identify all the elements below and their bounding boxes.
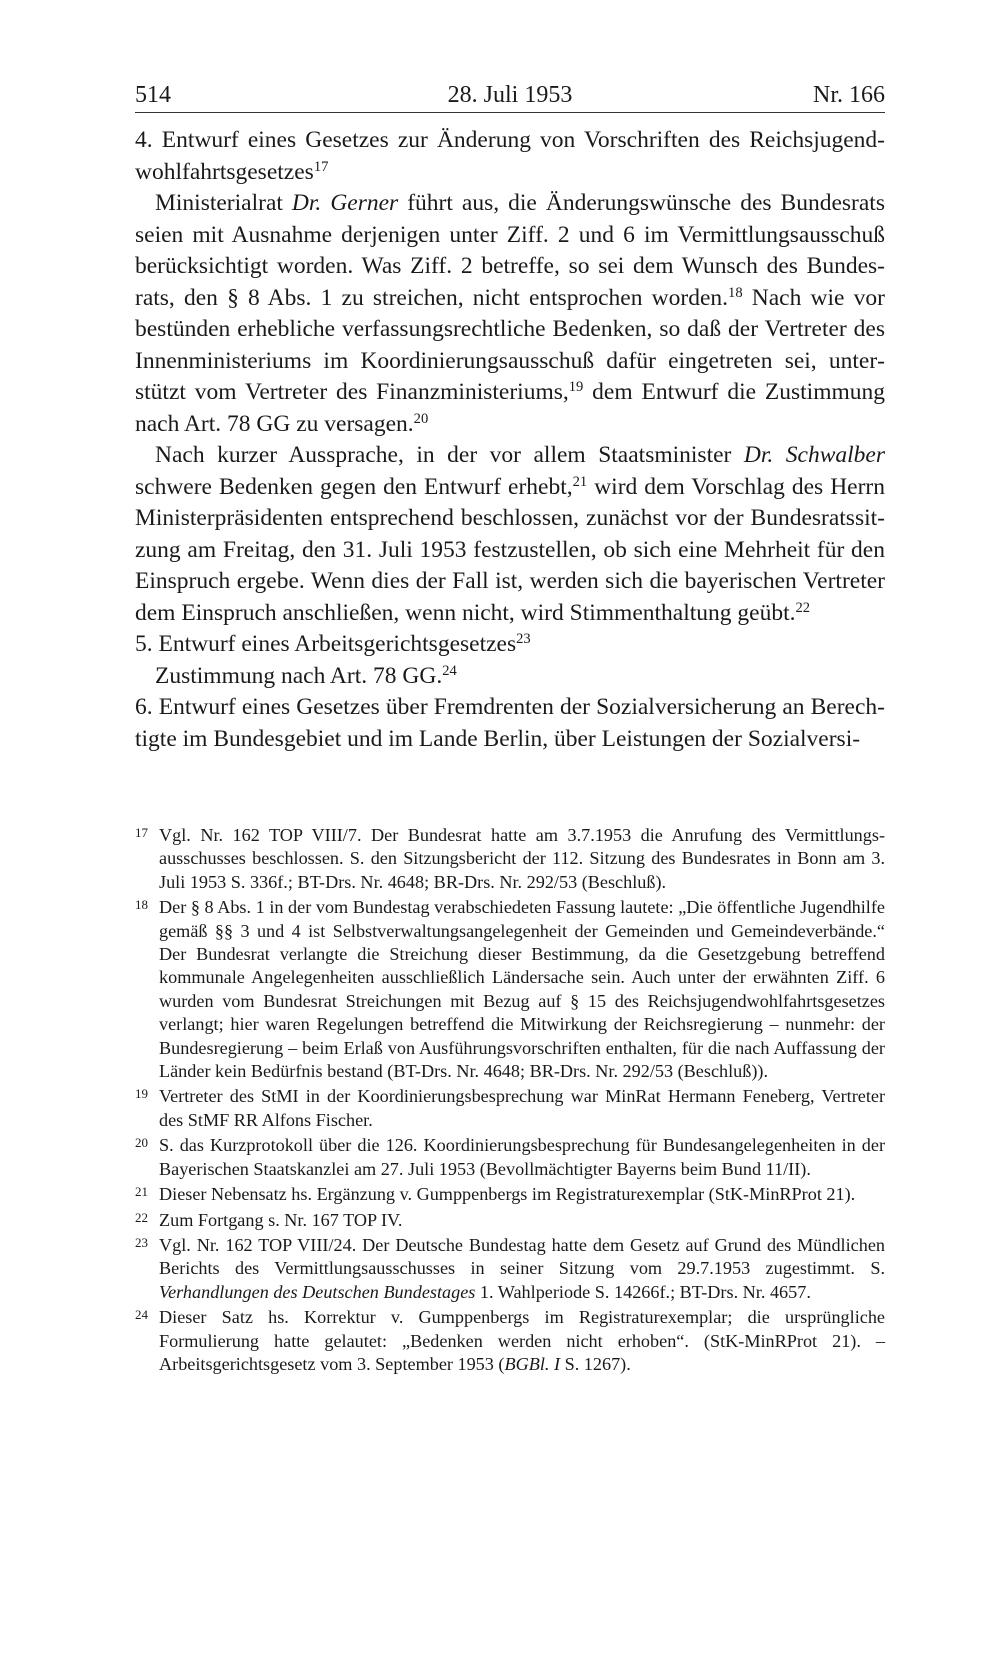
footnote-18: 18 Der § 8 Abs. 1 in der vom Bundestag verabschiedeten Fassung lautete: „Die öffentliche Jugendhilfe gemäß §§ 3 und 4 ist Selbstverwaltungsangelegenheit der Gemeinden und Gemeindeverbände.“ Der Bundesrat verlangte die Streichung dieser Bestimmung, da die Gesetzgebung betreffend kommunale Angelegenheiten ausschließlich Ländersache sein. Auch unter der erwähnten Ziff. 6 wurden vom Bundesrat Streichungen mit Bezug auf § 15 des Reichsjugendwohlfahrtsgesetzes verlangt; hier waren Regelungen betreffend die Mitwirkung der Reichsregierung – nunmehr: der Bundesregierung – beim Erlaß von Ausführungsvorschriften enthalten, für die nach Auffassung der Länder kein Bedürfnis bestand (BT-Drs. Nr. 4648; BR-Drs. Nr. 292/53 (Beschluß)). (135, 897, 885, 1082)
agenda-item-5-title: 5. Entwurf eines Arbeitsgerichtsgesetzes$^{23}$ (135, 631, 531, 657)
agenda-item-5-text: Zustimmung nach Art. 78 GG.$^{24}$ (155, 662, 457, 689)
document-number: Nr. 166 (813, 82, 885, 108)
footnote-ref-22: 22 (795, 599, 811, 616)
footnote-ref-20: 20 (413, 410, 429, 427)
header-date: 28. Juli 1953 (447, 82, 573, 108)
footnote-ref-23: 23 (516, 631, 531, 647)
paragraph-gerner: Ministerialrat Dr. Gerner führt aus, die Änderungswünsche des Bundesrats seien mit Ausnahme derjenigen unter Ziff. 2 und 6 im Vermittlungsausschuß berücksichtigt worden. Was Ziff. 2 betreffe, so sei dem Wunsch des Bundesrats, den § 8 Abs. 1 zu streichen, nicht entsprochen worden.$^{18}$ Nach wie vor bestünden erhebliche verfassungsrechtliche Bedenken, so daß der Vertreter des Innenministeriums im Koordinierungsausschuß dafür eingetreten sei, unterstützt vom Vertreter des Finanzministeriums,$^{19}$ dem Entwurf die Zustimmung nach Art. 78 GG zu versagen.$^{20}$ (135, 190, 886, 437)
document-page (135, 78, 886, 1374)
footnote-ref-19: 19 (568, 379, 584, 395)
footnote-19: 19 Vertreter des StMI in der Koordinierungsbesprechung war MinRat Hermann Feneberg, Vertreter des StMF RR Alfons Fischer. (135, 1086, 885, 1130)
footnote-ref-17: 17 (313, 158, 329, 175)
footnote-ref-24: 24 (442, 662, 457, 679)
page-number: 514 (135, 82, 171, 108)
footnote-ref-21: 21 (572, 473, 588, 490)
footnote-20: 20 S. das Kurzprotokoll über die 126. Koordinierungsbesprechung für Bundesangelegenheiten in der Bayerischen Staatskanzlei am 27. Juli 1953 (Bevollmächtigter Bayerns beim Bund 11/II). (135, 1135, 885, 1179)
footnote-ref-18: 18 (728, 284, 743, 301)
paragraph-aussprache: Nach kurzer Aussprache, in der vor allem Staatsminister Dr. Schwalber schwere Bedenken gegen den Entwurf erhebt,$^{21}$ wird dem Vorschlag des Herrn Ministerpräsidenten entsprechend beschlossen, zunächst vor der Bundesratssitzung am Freitag, den 31. Juli 1953 festzustellen, ob sich eine Mehrheit für den Einspruch ergebe. Wenn dies der Fall ist, werden sich die bayerischen Vertreter dem Einspruch anschließen, wenn nicht, wird Stimmenthaltung geübt.$^{22}$ (135, 442, 886, 626)
footnotes (135, 824, 885, 1378)
agenda-item-6-title: 6. Entwurf eines Gesetzes über Fremdrenten der Sozialversicherung an Berechtigte im Bundesgebiet und im Lande Berlin, über Leistungen der Sozialversi- (135, 694, 885, 752)
footnote-23: 23 Vgl. Nr. 162 TOP VIII/24. Der Deutsche Bundestag hatte dem Gesetz auf Grund des Mündlichen Berichts des Vermittlungsausschusses in seiner Sitzung vom 29.7.1953 zugestimmt. S. Verhandlungen des Deutschen Bundestages 1. Wahlperiode S. 14266f.; BT-Drs. Nr. 4657. (135, 1234, 885, 1302)
publication-abbrev: BGBl. I (504, 1353, 561, 1374)
main-text (135, 125, 885, 755)
publication-title: Verhandlungen des Deutschen Bundestages (159, 1281, 476, 1302)
agenda-item-4-title: 4. Entwurf eines Gesetzes zur Änderung von Vorschriften des Reichsjugendwohlfahrtsgesetzes$^{17}$ (135, 127, 885, 185)
footnote-24: 24 Dieser Satz hs. Korrektur v. Gumppenbergs im Registraturexemplar; die ursprüngliche Formulierung hatte gelautet: „Bedenken werden nicht erhoben“. (StK-MinRProt 21). – Arbeitsgerichtsgesetz vom 3. September 1953 (BGBl. I S. 1267). (135, 1307, 885, 1374)
person-name: Dr. Schwalber (743, 442, 885, 468)
footnote-22: 22 Zum Fortgang s. Nr. 167 TOP IV. (135, 1209, 403, 1230)
footnote-17: 17 Vgl. Nr. 162 TOP VIII/7. Der Bundesrat hatte am 3.7.1953 die Anrufung des Vermittlungsausschusses beschlossen. S. den Sitzungsbericht der 112. Sitzung des Bundesrates in Bonn am 3. Juli 1953 S. 336f.; BT-Drs. Nr. 4648; BR-Drs. Nr. 292/53 (Beschluß). (135, 825, 885, 892)
person-name: Dr. Gerner (291, 190, 399, 216)
running-header (135, 78, 885, 113)
footnote-21: 21 Dieser Nebensatz hs. Ergänzung v. Gumppenbergs im Registraturexemplar (StK-MinRProt 21). (135, 1184, 856, 1205)
